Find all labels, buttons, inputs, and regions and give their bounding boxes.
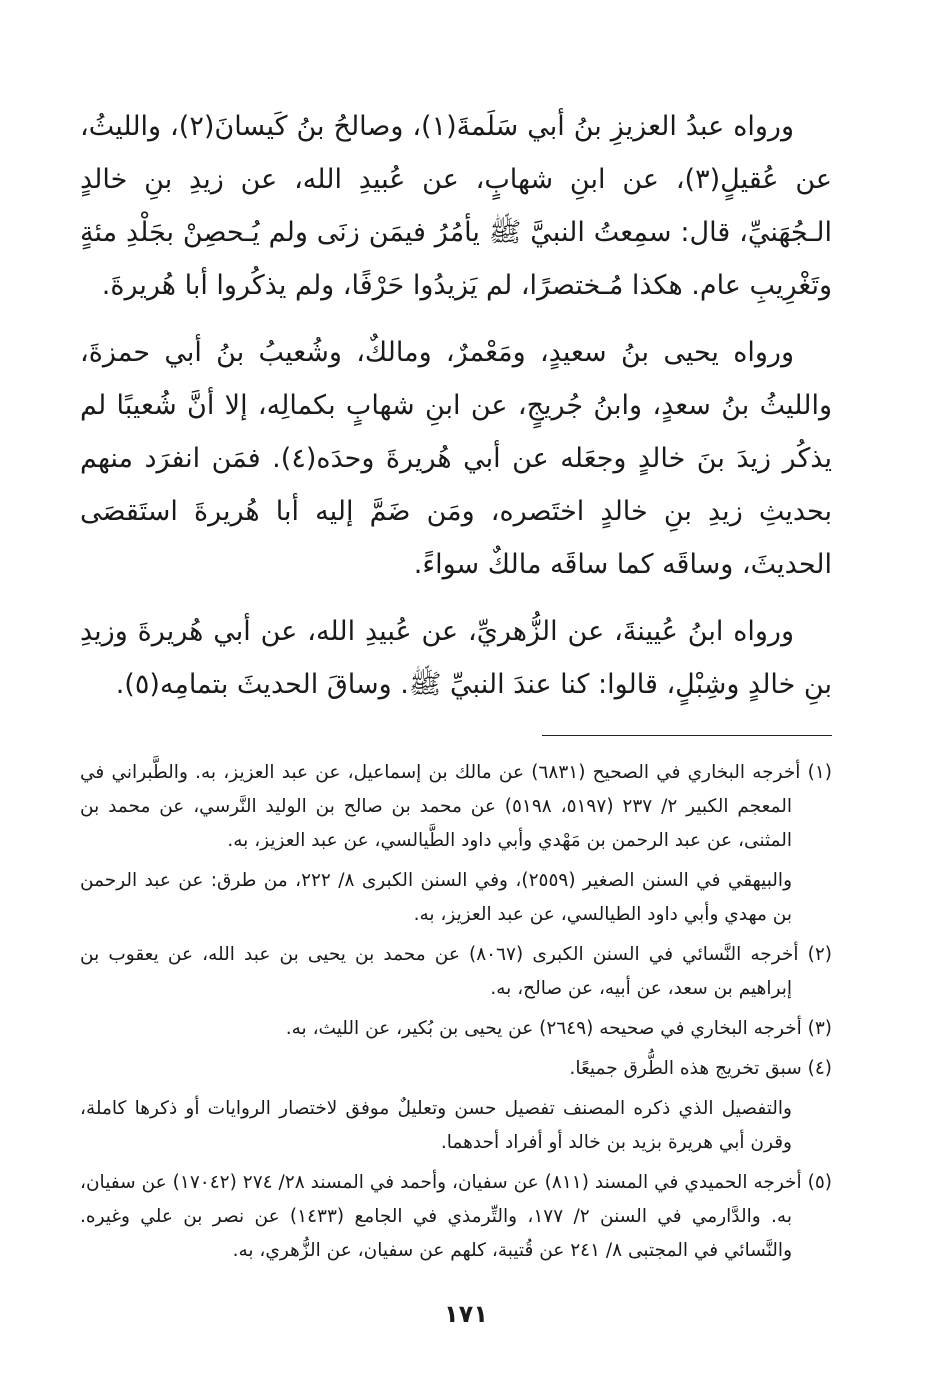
footnote-divider: [542, 735, 832, 736]
main-text: [80, 100, 832, 711]
paragraph-1: ورواه عبدُ العزيزِ بنُ أبي سَلَمةَ(١)، وصالحُ بنُ كَيسانَ(٢)، والليثُ، عن عُقيلٍ(٣)، عن ابنِ شهابٍ، عن عُبيدِ الله، عن زيدِ بنِ خالدٍ الـجُهَنيِّ، قال: سمِعتُ النبيَّ ﷺ يأمُرُ فيمَن زنَى ولم يُـحصِنْ بجَلْدِ مئةٍ وتَغْرِيبِ عام. هكذا مُـختصرًا، لم يَزيدُوا حَرْفًا، ولم يذكُروا أبا هُريرةَ.: [80, 111, 832, 301]
footnote-1-continuation: والبيهقي في السنن الصغير (٢٥٥٩)، وفي السنن الكبرى ٨/ ٢٢٢، من طرق: عن عبد الرحمن بن مهدي وأبي داود الطيالسي، عن عبد العزيز، به.: [80, 870, 793, 925]
footnote-4: (٤) سبق تخريج هذه الطُّرق جميعًا.: [569, 1058, 832, 1079]
footnote-5: (٥) أخرجه الحميدي في المسند (٨١١) عن سفيان، وأحمد في المسند ٢٨/ ٢٧٤ (١٧٠٤٢) عن سفيان، به. والدَّارمي في السنن ٢/ ١٧٧، والتِّرمذي في الجامع (١٤٣٣) عن نصر بن علي وغيره. والنَّسائي في المجتبى ٨/ ٢٤١ عن قُتيبة، كلهم عن سفيان، عن الزُّهري، به.: [80, 1172, 832, 1261]
footnote-1: (١) أخرجه البخاري في الصحيح (٦٨٣١) عن مالك بن إسماعيل، عن عبد العزيز، به. والطَّبراني في المعجم الكبير ٢/ ٢٣٧ (٥١٩٧، ٥١٩٨) عن محمد بن صالح بن الوليد النَّرسي، عن محمد بن المثنى، عن عبد الرحمن بن مَهْدي وأبي داود الطَّيالسي، عن عبد العزيز، به.: [80, 762, 832, 851]
paragraph-2: ورواه يحيى بنُ سعيدٍ، ومَعْمرٌ، ومالكٌ، وشُعيبُ بنُ أبي حمزةَ، والليثُ بنُ سعدٍ، وابنُ جُريجٍ، عن ابنِ شهابٍ بكمالِه، إلا أنَّ شُعيبًا لم يذكُر زيدَ بنَ خالدٍ وجعَله عن أبي هُريرةَ وحدَه(٤). فمَن انفرَد منهم بحديثِ زيدِ بنِ خالدٍ اختَصره، ومَن ضَمَّ إليه أبا هُريرةَ استَقصَى الحديثَ، وساقَه كما ساقَه مالكٌ سواءً.: [80, 337, 832, 580]
footnotes: [80, 756, 832, 1268]
footnote-3: (٣) أخرجه البخاري في صحيحه (٢٦٤٩) عن يحيى بن بُكير، عن الليث، به.: [285, 1018, 832, 1039]
book-page: [80, 100, 832, 1350]
paragraph-3: ورواه ابنُ عُيينةَ، عن الزُّهريِّ، عن عُبيدِ الله، عن أبي هُريرةَ وزيدِ بنِ خالدٍ وشِبْلٍ، قالوا: كنا عندَ النبيِّ ﷺ. وساقَ الحديثَ بتمامِه(٥).: [80, 616, 832, 700]
footnote-2: (٢) أخرجه النَّسائي في السنن الكبرى (٨٠٦٧) عن محمد بن يحيى بن عبد الله، عن يعقوب بن إبراهيم بن سعد، عن أبيه، عن صالح، به.: [80, 944, 832, 999]
page-number: ١٧١: [444, 1300, 488, 1328]
footnote-4-continuation: والتفصيل الذي ذكره المصنف تفصيل حسن وتعليلٌ موفق لاختصار الروايات أو ذكرها كاملة، وقرن أبي هريرة بزيد بن خالد أو أفراد أحدهما.: [80, 1098, 792, 1153]
